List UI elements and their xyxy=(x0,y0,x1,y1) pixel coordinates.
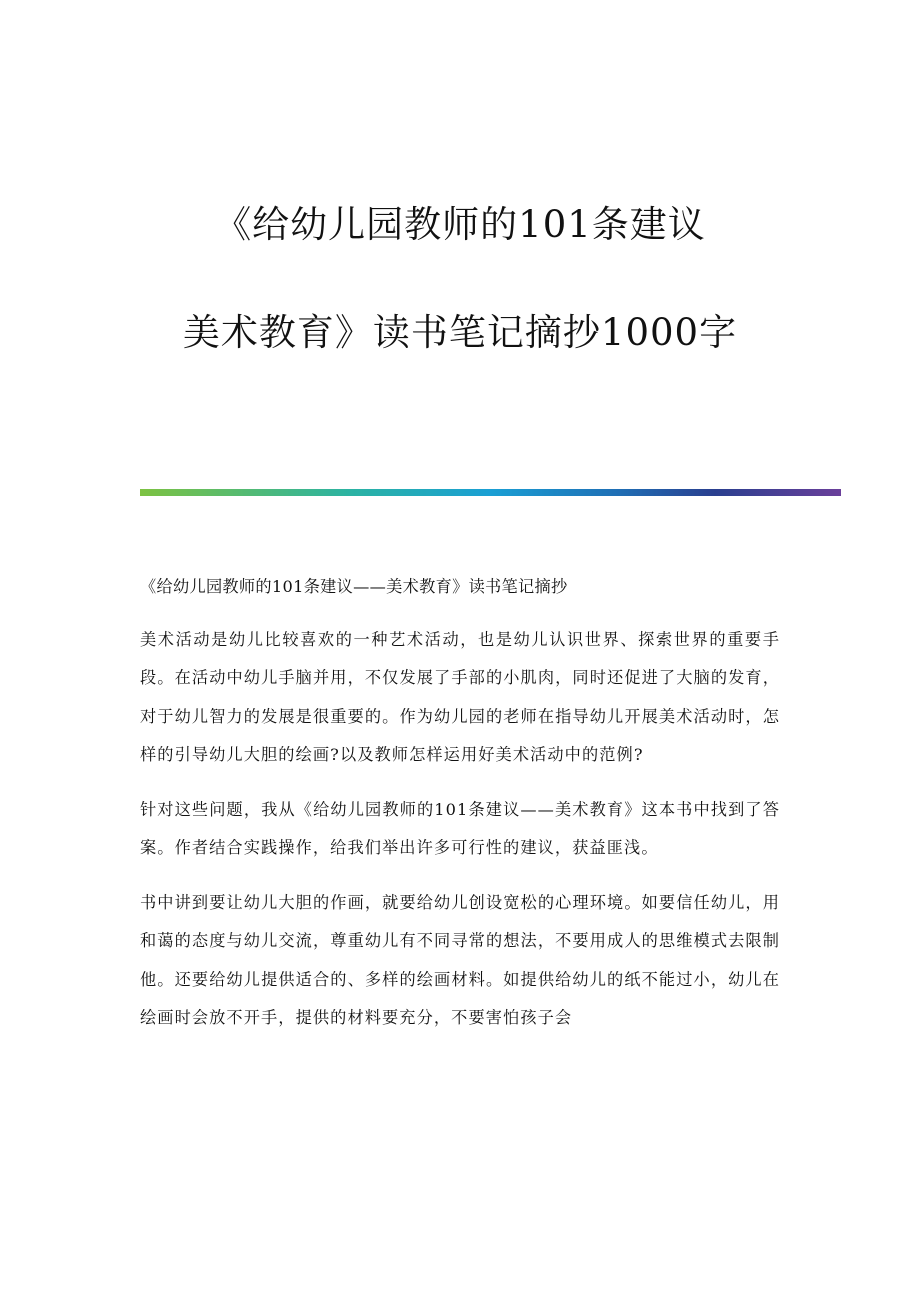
title-line-1: 《给幼儿园教师的101条建议 xyxy=(214,203,706,246)
document-body xyxy=(140,568,780,1054)
body-paragraph: 美术活动是幼儿比较喜欢的一种艺术活动，也是幼儿认识世界、探索世界的重要手段。在活动中幼儿手脑并用，不仅发展了手部的小肌肉，同时还促进了大脑的发育，对于幼儿智力的发展是很重要的。作为幼儿园的老师在指导幼儿开展美术活动时，怎样的引导幼儿大胆的绘画?以及教师怎样运用好美术活动中的范例? xyxy=(140,629,780,764)
title-line-2: 美术教育》读书笔记摘抄1000字 xyxy=(182,311,738,354)
body-paragraph: 书中讲到要让幼儿大胆的作画，就要给幼儿创设宽松的心理环境。如要信任幼儿，用和蔼的态度与幼儿交流，尊重幼儿有不同寻常的想法，不要用成人的思维模式去限制他。还要给幼儿提供适合的、多样的绘画材料。如提供给幼儿的纸不能过小，幼儿在绘画时会放不开手，提供的材料要充分，不要害怕孩子会 xyxy=(140,892,780,1027)
body-paragraph: 针对这些问题，我从《给幼儿园教师的101条建议——美术教育》这本书中找到了答案。作者结合实践操作，给我们举出许多可行性的建议，获益匪浅。 xyxy=(140,799,780,857)
document-title xyxy=(0,200,920,358)
section-subtitle: 《给幼儿园教师的101条建议——美术教育》读书笔记摘抄 xyxy=(140,577,568,596)
gradient-divider xyxy=(140,489,841,496)
